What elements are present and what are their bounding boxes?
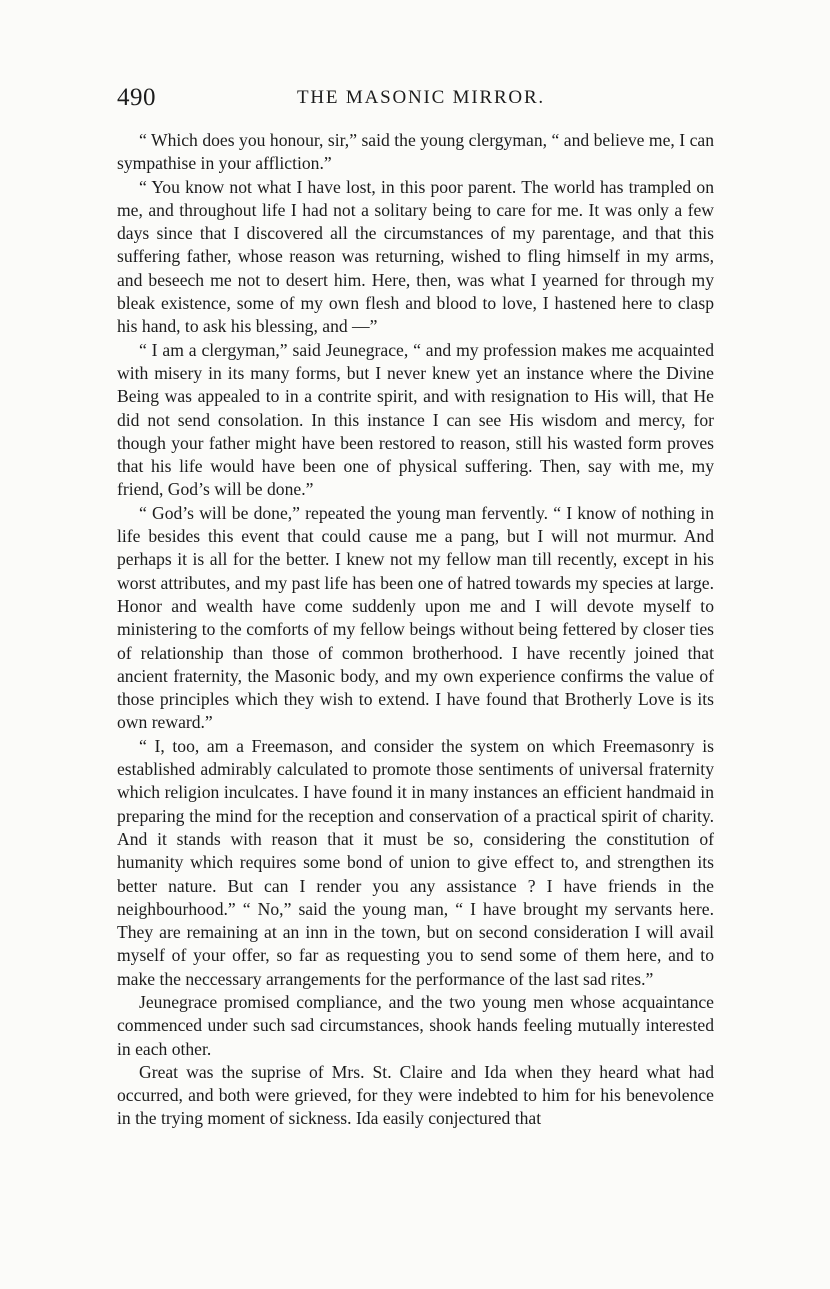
- paragraph: Jeunegrace promised compliance, and the two young men whose acquaintance commenced under such sad circumstances, shook hands feeling mutually interested in each other.: [117, 991, 714, 1059]
- paragraph: “ You know not what I have lost, in this poor parent. The world has trampled on me, and throughout life I had not a solitary being to care for me. It was only a few days since that I discovered all the circumstances of my parentage, and that this suffering father, whose reason was returning, wished to fling himself in my arms, and beseech me not to desert him. Here, then, was what I yearned for through my bleak existence, some of my own flesh and blood to love, I hastened here to clasp his hand, to ask his blessing, and —”: [117, 176, 714, 337]
- paragraph: “ I, too, am a Freemason, and consider the system on which Freemasonry is established admirably calculated to promote those sentiments of universal fraternity which religion inculcates. I have found it in many instances an efficient handmaid in preparing the mind for the reception and conservation of a practical spirit of charity. And it stands with reason that it must be so, considering the constitution of humanity which requires some bond of union to give effect to, and strengthen its better nature. But can I render you any assistance ? I have friends in the neighbourhood.” “ No,” said the young man, “ I have brought my servants here. They are remaining at an inn in the town, but on second consideration I will avail myself of your offer, so far as requesting you to send some of them here, and to make the neccessary arrangements for the performance of the last sad rites.”: [117, 735, 714, 989]
- paragraph: Great was the suprise of Mrs. St. Claire and Ida when they heard what had occurred, and both were grieved, for they were indebted to him for his benevolence in the trying moment of sickness. Ida easily conjectured that: [117, 1061, 714, 1129]
- paragraph: “ God’s will be done,” repeated the young man fervently. “ I know of nothing in life besides this event that could cause me a pang, but I will not murmur. And perhaps it is all for the better. I knew not my fellow man till recently, except in his worst attributes, and my past life has been one of hatred towards my species at large. Honor and wealth have come suddenly upon me and I will devote myself to ministering to the comforts of my fellow beings without being fettered by closer ties of relationship than those of common brotherhood. I have recently joined that ancient fraternity, the Masonic body, and my own experience confirms the value of those principles which they wish to extend. I have found that Brotherly Love is its own reward.”: [117, 502, 714, 733]
- running-head: THE MASONIC MIRROR.: [297, 87, 545, 108]
- page-number: 490: [117, 84, 156, 111]
- paragraph: “ I am a clergyman,” said Jeunegrace, “ and my profession makes me acquainted with misery in its many forms, but I never knew yet an instance where the Divine Being was appealed to in a contrite spirit, and with resignation to His will, that He did not send consolation. In this instance I can see His wisdom and mercy, for though your father might have been restored to reason, still his wasted form proves that his life would have been one of physical suffering. Then, say with me, my friend, God’s will be done.”: [117, 339, 714, 500]
- page-header: [117, 84, 714, 114]
- paragraph: “ Which does you honour, sir,” said the young clergyman, “ and believe me, I can sympathise in your affliction.”: [117, 130, 714, 174]
- body-text: [117, 129, 714, 1131]
